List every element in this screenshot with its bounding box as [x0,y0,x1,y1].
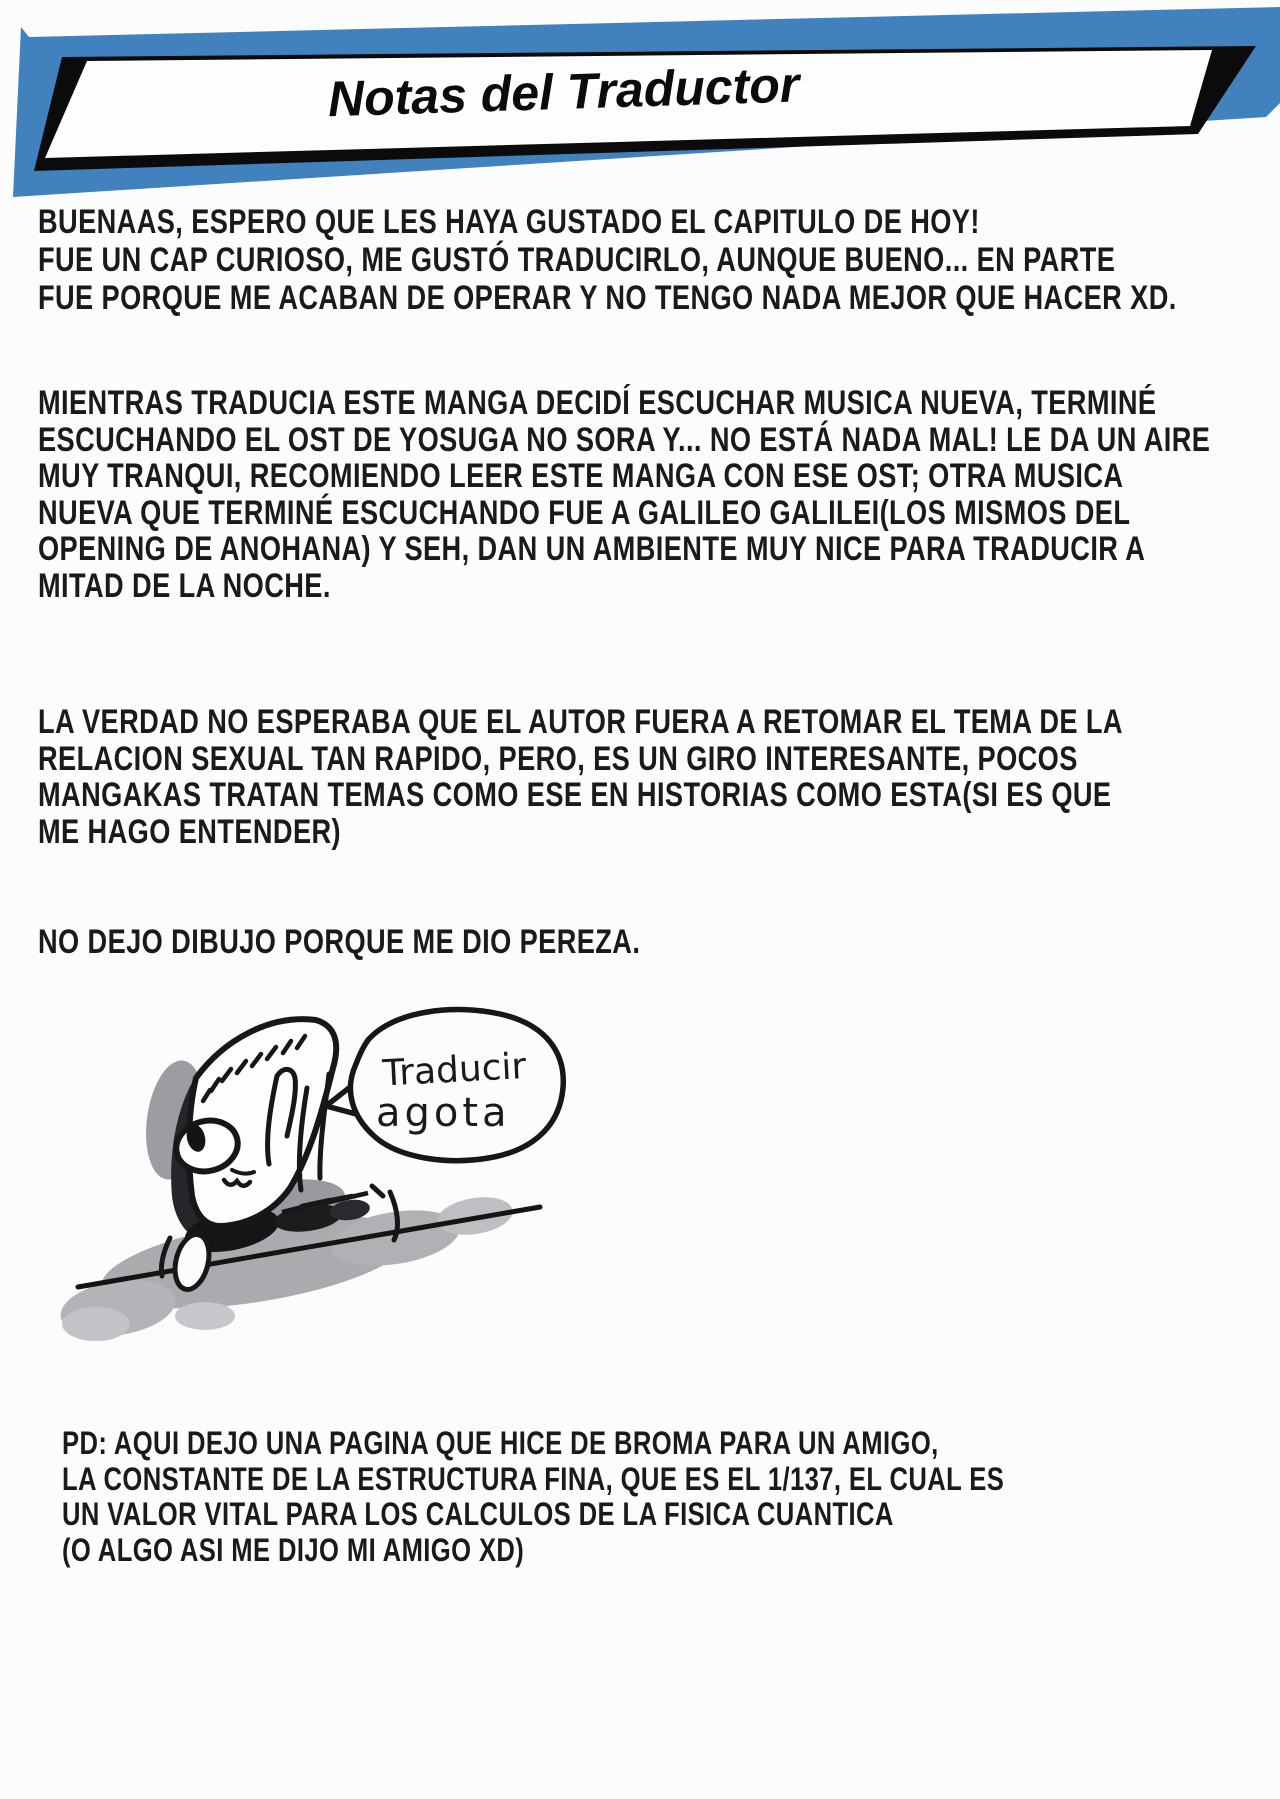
paragraph-story-commentary [38,704,1123,850]
paragraph-postscript [62,1426,1004,1568]
text-line: LA VERDAD NO ESPERABA QUE EL AUTOR FUERA A RETOMAR EL TEMA DE LA [38,703,1123,741]
header-banner [0,0,1280,235]
paragraph-music-commentary [38,385,1210,604]
text-line: (O ALGO ASI ME DIJO MI AMIGO XD) [62,1531,525,1568]
speech-bubble [326,1010,563,1161]
text-line: ESCUCHANDO EL OST DE YOSUGA NO SORA Y... NO ESTÁ NADA MAL! LE DA UN AIRE [38,420,1211,459]
text-line: RELACION SEXUAL TAN RAPIDO, PERO, ES UN GIRO INTERESANTE, POCOS [38,739,1078,778]
text-line: MANGAKAS TRATAN TEMAS COMO ESE EN HISTORIAS COMO ESTA(SI ES QUE [38,776,1112,814]
bubble-text-line: Traducir [381,1046,528,1095]
text-line: ME HAGO ENTENDER) [38,812,341,851]
text-line: FUE PORQUE ME ACABAN DE OPERAR Y NO TENGO NADA MEJOR QUE HACER XD. [38,279,1177,317]
bubble-text-line: agota [376,1090,511,1136]
paragraph-greeting [38,203,1177,317]
text-line: UN VALOR VITAL PARA LOS CALCULOS DE LA FISICA CUANTICA [62,1496,894,1532]
page-title: Notas del Traductor [327,56,801,128]
text-line: LA CONSTANTE DE LA ESTRUCTURA FINA, QUE ES EL 1/137, EL CUAL ES [62,1460,1005,1497]
text-line: MIENTRAS TRADUCIA ESTE MANGA DECIDÍ ESCUCHAR MUSICA NUEVA, TERMINÉ [38,384,1157,422]
text-line: PD: AQUI DEJO UNA PAGINA QUE HICE DE BROMA PARA UN AMIGO, [62,1425,939,1461]
text-line: OPENING DE ANOHANA) Y SEH, DAN UN AMBIENTE MUY NICE PARA TRADUCIR A [38,530,1146,568]
paragraph-no-drawing [38,923,640,961]
text-line: MUY TRANQUI, RECOMIENDO LEER ESTE MANGA CON ESE OST; OTRA MUSICA [38,457,1124,495]
text-line: NUEVA QUE TERMINÉ ESCUCHANDO FUE A GALILEO GALILEI(LOS MISMOS DEL [38,493,1131,532]
text-line: BUENAAS, ESPERO QUE LES HAYA GUSTADO EL CAPITULO DE HOY! [38,203,980,241]
translator-doodle [40,990,600,1350]
text-line: NO DEJO DIBUJO PORQUE ME DIO PEREZA. [38,923,641,961]
text-line: MITAD DE LA NOCHE. [38,566,331,605]
text-line: FUE UN CAP CURIOSO, ME GUSTÓ TRADUCIRLO, AUNQUE BUENO... EN PARTE [38,241,1116,279]
